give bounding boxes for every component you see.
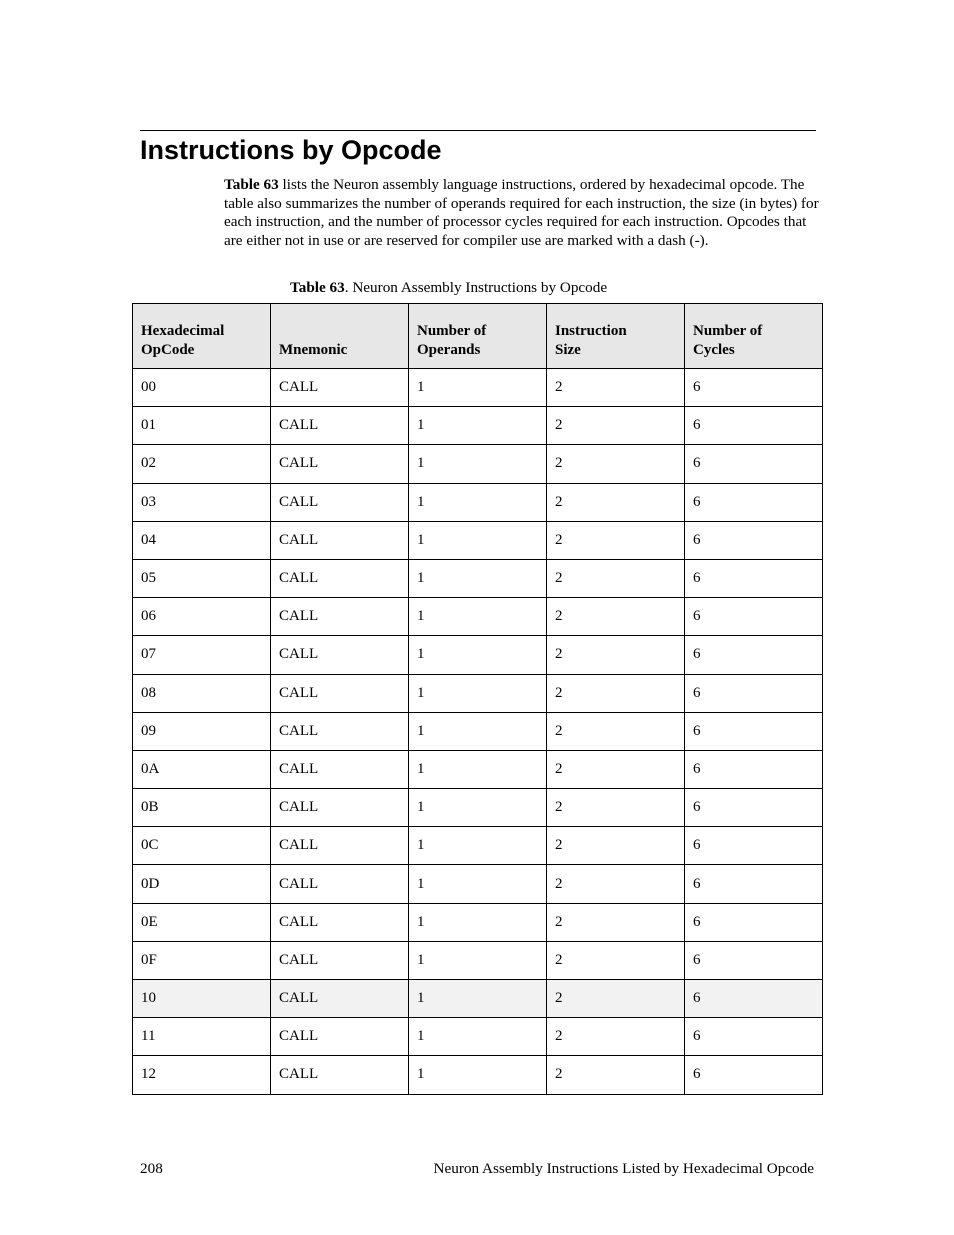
table-row [133,941,823,979]
cell-opcode: 05 [133,559,271,597]
cell-cycles: 6 [685,750,823,788]
cell-size: 2 [547,445,685,483]
cell-cycles: 6 [685,865,823,903]
cell-mnemonic: CALL [271,903,409,941]
cell-operands: 1 [409,636,547,674]
cell-mnemonic: CALL [271,941,409,979]
cell-cycles: 6 [685,598,823,636]
table-row [133,712,823,750]
cell-operands: 1 [409,369,547,407]
cell-mnemonic: CALL [271,1056,409,1094]
cell-cycles: 6 [685,1056,823,1094]
table-row [133,789,823,827]
table-row [133,827,823,865]
cell-size: 2 [547,750,685,788]
table-header [133,304,823,369]
cell-mnemonic: CALL [271,559,409,597]
cell-size: 2 [547,827,685,865]
cell-size: 2 [547,598,685,636]
header-instruction-size: Instruction Size [547,304,685,369]
cell-opcode: 00 [133,369,271,407]
cell-cycles: 6 [685,941,823,979]
cell-operands: 1 [409,674,547,712]
footer-title: Neuron Assembly Instructions Listed by Hexadecimal Opcode [433,1160,814,1177]
header-operands: Number of Operands [409,304,547,369]
cell-size: 2 [547,559,685,597]
page-number: 208 [140,1160,163,1177]
cell-mnemonic: CALL [271,1018,409,1056]
cell-size: 2 [547,903,685,941]
table-row [133,865,823,903]
cell-opcode: 10 [133,980,271,1018]
cell-size: 2 [547,865,685,903]
cell-size: 2 [547,712,685,750]
cell-opcode: 11 [133,1018,271,1056]
cell-cycles: 6 [685,674,823,712]
table-row [133,1056,823,1094]
cell-cycles: 6 [685,483,823,521]
cell-mnemonic: CALL [271,521,409,559]
cell-mnemonic: CALL [271,980,409,1018]
table-row [133,369,823,407]
cell-opcode: 0D [133,865,271,903]
cell-opcode: 0A [133,750,271,788]
intro-text: lists the Neuron assembly language instructions, ordered by hexadecimal opcode. The table also summarizes the number of operands required for each instruction, the size (in bytes) for each instruction, and the number of processor cycles required for each instruction. Opcodes that are either not in use or are reserved for compiler use are marked with a dash (-). [224,176,819,250]
cell-operands: 1 [409,559,547,597]
cell-operands: 1 [409,1018,547,1056]
cell-size: 2 [547,636,685,674]
cell-opcode: 02 [133,445,271,483]
cell-size: 2 [547,1056,685,1094]
table-row [133,559,823,597]
cell-cycles: 6 [685,636,823,674]
cell-cycles: 6 [685,980,823,1018]
cell-size: 2 [547,407,685,445]
cell-opcode: 12 [133,1056,271,1094]
cell-mnemonic: CALL [271,636,409,674]
intro-paragraph [224,176,824,251]
cell-mnemonic: CALL [271,407,409,445]
cell-operands: 1 [409,521,547,559]
cell-cycles: 6 [685,369,823,407]
cell-opcode: 09 [133,712,271,750]
cell-cycles: 6 [685,407,823,445]
cell-operands: 1 [409,903,547,941]
table-row [133,1018,823,1056]
cell-cycles: 6 [685,521,823,559]
table-row [133,903,823,941]
cell-mnemonic: CALL [271,674,409,712]
cell-cycles: 6 [685,1018,823,1056]
table-row [133,483,823,521]
table-row [133,407,823,445]
cell-cycles: 6 [685,903,823,941]
header-cycles: Number of Cycles [685,304,823,369]
cell-mnemonic: CALL [271,598,409,636]
header-row [133,304,823,369]
cell-mnemonic: CALL [271,750,409,788]
cell-size: 2 [547,941,685,979]
cell-operands: 1 [409,750,547,788]
cell-operands: 1 [409,980,547,1018]
table-row [133,598,823,636]
cell-operands: 1 [409,1056,547,1094]
table-row [133,674,823,712]
cell-opcode: 0B [133,789,271,827]
cell-size: 2 [547,674,685,712]
cell-operands: 1 [409,941,547,979]
cell-operands: 1 [409,827,547,865]
cell-cycles: 6 [685,789,823,827]
cell-operands: 1 [409,483,547,521]
table-body [133,369,823,1095]
cell-cycles: 6 [685,445,823,483]
caption-text: . Neuron Assembly Instructions by Opcode [344,279,608,296]
cell-size: 2 [547,789,685,827]
cell-size: 2 [547,369,685,407]
cell-cycles: 6 [685,559,823,597]
cell-operands: 1 [409,712,547,750]
cell-opcode: 07 [133,636,271,674]
cell-opcode: 0E [133,903,271,941]
opcode-table [132,303,823,1095]
caption-label: Table 63 [290,279,345,296]
cell-opcode: 03 [133,483,271,521]
cell-size: 2 [547,521,685,559]
cell-mnemonic: CALL [271,369,409,407]
cell-operands: 1 [409,407,547,445]
cell-mnemonic: CALL [271,483,409,521]
cell-mnemonic: CALL [271,865,409,903]
cell-operands: 1 [409,598,547,636]
cell-opcode: 01 [133,407,271,445]
header-hex-opcode: Hexadecimal OpCode [133,304,271,369]
cell-size: 2 [547,980,685,1018]
cell-cycles: 6 [685,712,823,750]
table-row [133,750,823,788]
table-row [133,521,823,559]
cell-opcode: 08 [133,674,271,712]
cell-cycles: 6 [685,827,823,865]
table-row [133,636,823,674]
section-title: Instructions by Opcode [140,135,442,165]
cell-operands: 1 [409,865,547,903]
table-row [133,980,823,1018]
header-mnemonic: Mnemonic [271,304,409,369]
heading-rule [140,130,816,131]
cell-size: 2 [547,1018,685,1056]
cell-mnemonic: CALL [271,445,409,483]
table-caption [290,279,607,297]
cell-mnemonic: CALL [271,712,409,750]
cell-size: 2 [547,483,685,521]
cell-opcode: 0C [133,827,271,865]
intro-table-ref: Table 63 [224,176,279,193]
cell-opcode: 06 [133,598,271,636]
table-row [133,445,823,483]
cell-operands: 1 [409,445,547,483]
cell-mnemonic: CALL [271,789,409,827]
cell-opcode: 0F [133,941,271,979]
cell-operands: 1 [409,789,547,827]
cell-mnemonic: CALL [271,827,409,865]
cell-opcode: 04 [133,521,271,559]
